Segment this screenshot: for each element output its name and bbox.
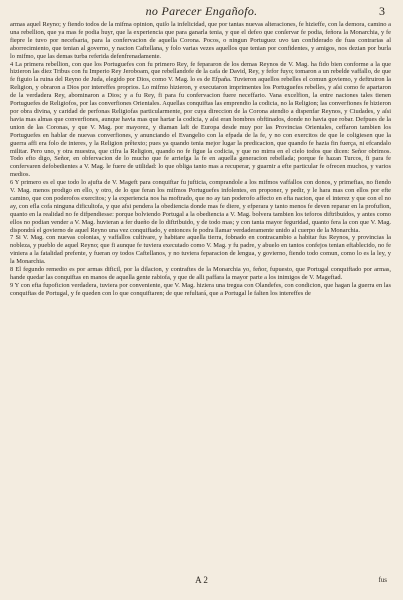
catchword: fus <box>378 576 387 584</box>
page-number: 3 <box>379 4 385 18</box>
page-footer <box>0 575 403 587</box>
paragraph-9: 9 Y con efta fupoficion verdadera, tuviera por conveniente, que V. Mag. hiziera una tregua con Olandefes, con condicion, que hagan la guerra en las conquiftas de Portugal, y fe queden con lo que conquiftaren; de que refultará, que a Portugal le falten los intereffes de <box>10 281 391 297</box>
paragraph-7: 7 Si V. Mag. con nuevas colonias, y vaffallos cultivare, y habitare aquella tierra, fobnado en contracambio a habitar fus Reynos, y provincias la nobleza, y pueblo de aquel Reyno; que fi aunque fe tuviera executado como V. Mag. y fu padre, y abuelo en tantos confejos tenian eftablecido, no fe viniera a la fatalidad prefente, y fueran oy todos Caftellanos, y no tuviera feparacion de lengua, y govierno, fiendo todo comun, como lo es la ley, y la Monarchia. <box>10 234 391 266</box>
paragraph-6: 6 Y primero es el que todo lo ajufta de V. Mageft para conquiftar fu jufticia, comprandole a los mifmos vaffallos con donos, y primefias, no fiendo V. Mag. menos prodigo en ello, y otro, de lo que feran los mifmos Portuguefes infolentes, en proponer, y pedir, y le hara mas con ellos por efte camino, que con poderofos exercitos; y la experiencia nos ha moftrado, que no ay tan poderofo affecto en efta nacion, que el interez y que con el no ay, con efla cofa ninguna dificultofa, y que afsi pendera la obediencia donde mas fe diere, y efperara y tanto menos fe deven reparar en la profufion, quanto en la realidad no fe difpendiesse: porque bolviendo Portugal a la obediencia a V. Mag. bolvera tambien los teforos diftribuidos, y antes como ellos no podian vender a V. Mag. huvieran a fer dueño de lo diftribuido, y de todo mas; y con tanta mayor feguridad, quanto fera la con que V. Mag. dispondrá el govierno de aquel Reyno una vez conquiftado, y entonces fe podra llamar verdaderamente unido al cuerpo de la Monarchia. <box>10 179 391 234</box>
paragraph-8: 8 El fegundo remedio es por armas dificil, por la dilacion, y contraftes de la Monarchia yo, feñor, fupuesto, que Portugal conquiftado por armas, hande quedar las conquiftas en manos de aquella gente rabiofa, y que de alli paffara la mayor parte a los inimigos de V. Mageftad. <box>10 266 391 281</box>
page-header <box>0 4 403 18</box>
body-text <box>10 21 391 560</box>
paragraph-continuation: armas aquel Reyno; y fiendo todos de la mifma opinion, quiſo la infelicidad, que por tantas nuevas alteraciones, fe hizieffe, con la demora, camino a una rebellion, que ya mas fe podia huyr, que la experiencia que para ganarla tenia, y que el defeo que conſervar fe podia, feñora la Monarchia, y fe fiepre le tuvo por necefsaria, para la confervacion de aquella Corona. Pocos, o ningun Portuguez uvo tan confiderado de fuas contrarias al aborrecimiento, que tenian al governo, y nacion Caftellana, y folo varias vezes aquellos que tenian por confidentes, y amigos, nos dezian por burla lo mifmo, que las demas turba referida defenfrenadamente. <box>10 21 391 60</box>
signature-mark: A 2 <box>195 575 208 585</box>
paragraph-4: 4 La primera rebellion, con que los Portuguefes con fu primero Rey, fe fepararon de los demas Reynos de V. Mag. ha fido bien conforme a la que hizieron las diez Tribus con fu Imperio Rey Jeroboam, que rebellandofe de la cafa de David, Rey, y fefor fuyo; tomaron a un rebelde vaffallo, de que fe figuio la ruina del Reyno de Juda, elegido por Dios, como V. Mag. lo es de Efpaña. Tuvieron aquellos rebelles el comun goviemo, y deftruiron la Religion, y obraron a Dios por intereffes proprios. Lo mifmo hizieron, y executaron imprimentes los Portuguefes rebelles, y aſsi como fe apartaron de la verdadera Rey, abominaron a Dios; y a fu Rey, fi para fu confervacion fuere neceffario. Vana excelfion, la entre naciones tales tienen Portuguefes de Religiofos, por las converfiones Orientales. Aquellas conquiftas las emprendio la codicia, no la Religion; las converfiones fe hizieron por obra divina, y caridad de perfonas Religiofas particularmente, por cuya direccion de la Corona atendio a dispenfar Reynos, y Ciudades, y aſsi havia mas almas que converfiones, aunque havia mas que hartar la codicia, y aſsi eran hombres obftinados, donde no havia que robar. Defpues de la union de las Coronas, y que V. Mag. por mayorez, y diaman laft de Europa desde muy por las Provincias Orientales, ceffaron tambien los Portuguefes en hablar de nuevas converfiones, y anunciando el Evangelio con la efpada de la fe, y no con exercitos de que le coligiesen que la guerra affi era folo de interes, y la Religion prêtexto; pues ya quando tenia mejor lugar la predicacion, que quando fe hazia fin fuerça, ni efcandalo militar. Pero uno, y otra muestra, que cifra la Religion, quando no fe figue la codicia, y que no mirra en el cielo todos que dicen: Señor obrimos. Todo efto digo, Señor, en obfervacion de lo mucho que fe arriefga la fe en aquella generacion rebellada; porque fe hazan Turcos, fi para fe confervaren defobedientes a V. Mag. le fuere de utilidad: lo que obliga tanto mas a recuperar, y guarnir a efte particular fe ofrecen muchos, y varios medios. <box>10 60 391 179</box>
running-title: no Parecer Engañofo. <box>145 4 258 18</box>
